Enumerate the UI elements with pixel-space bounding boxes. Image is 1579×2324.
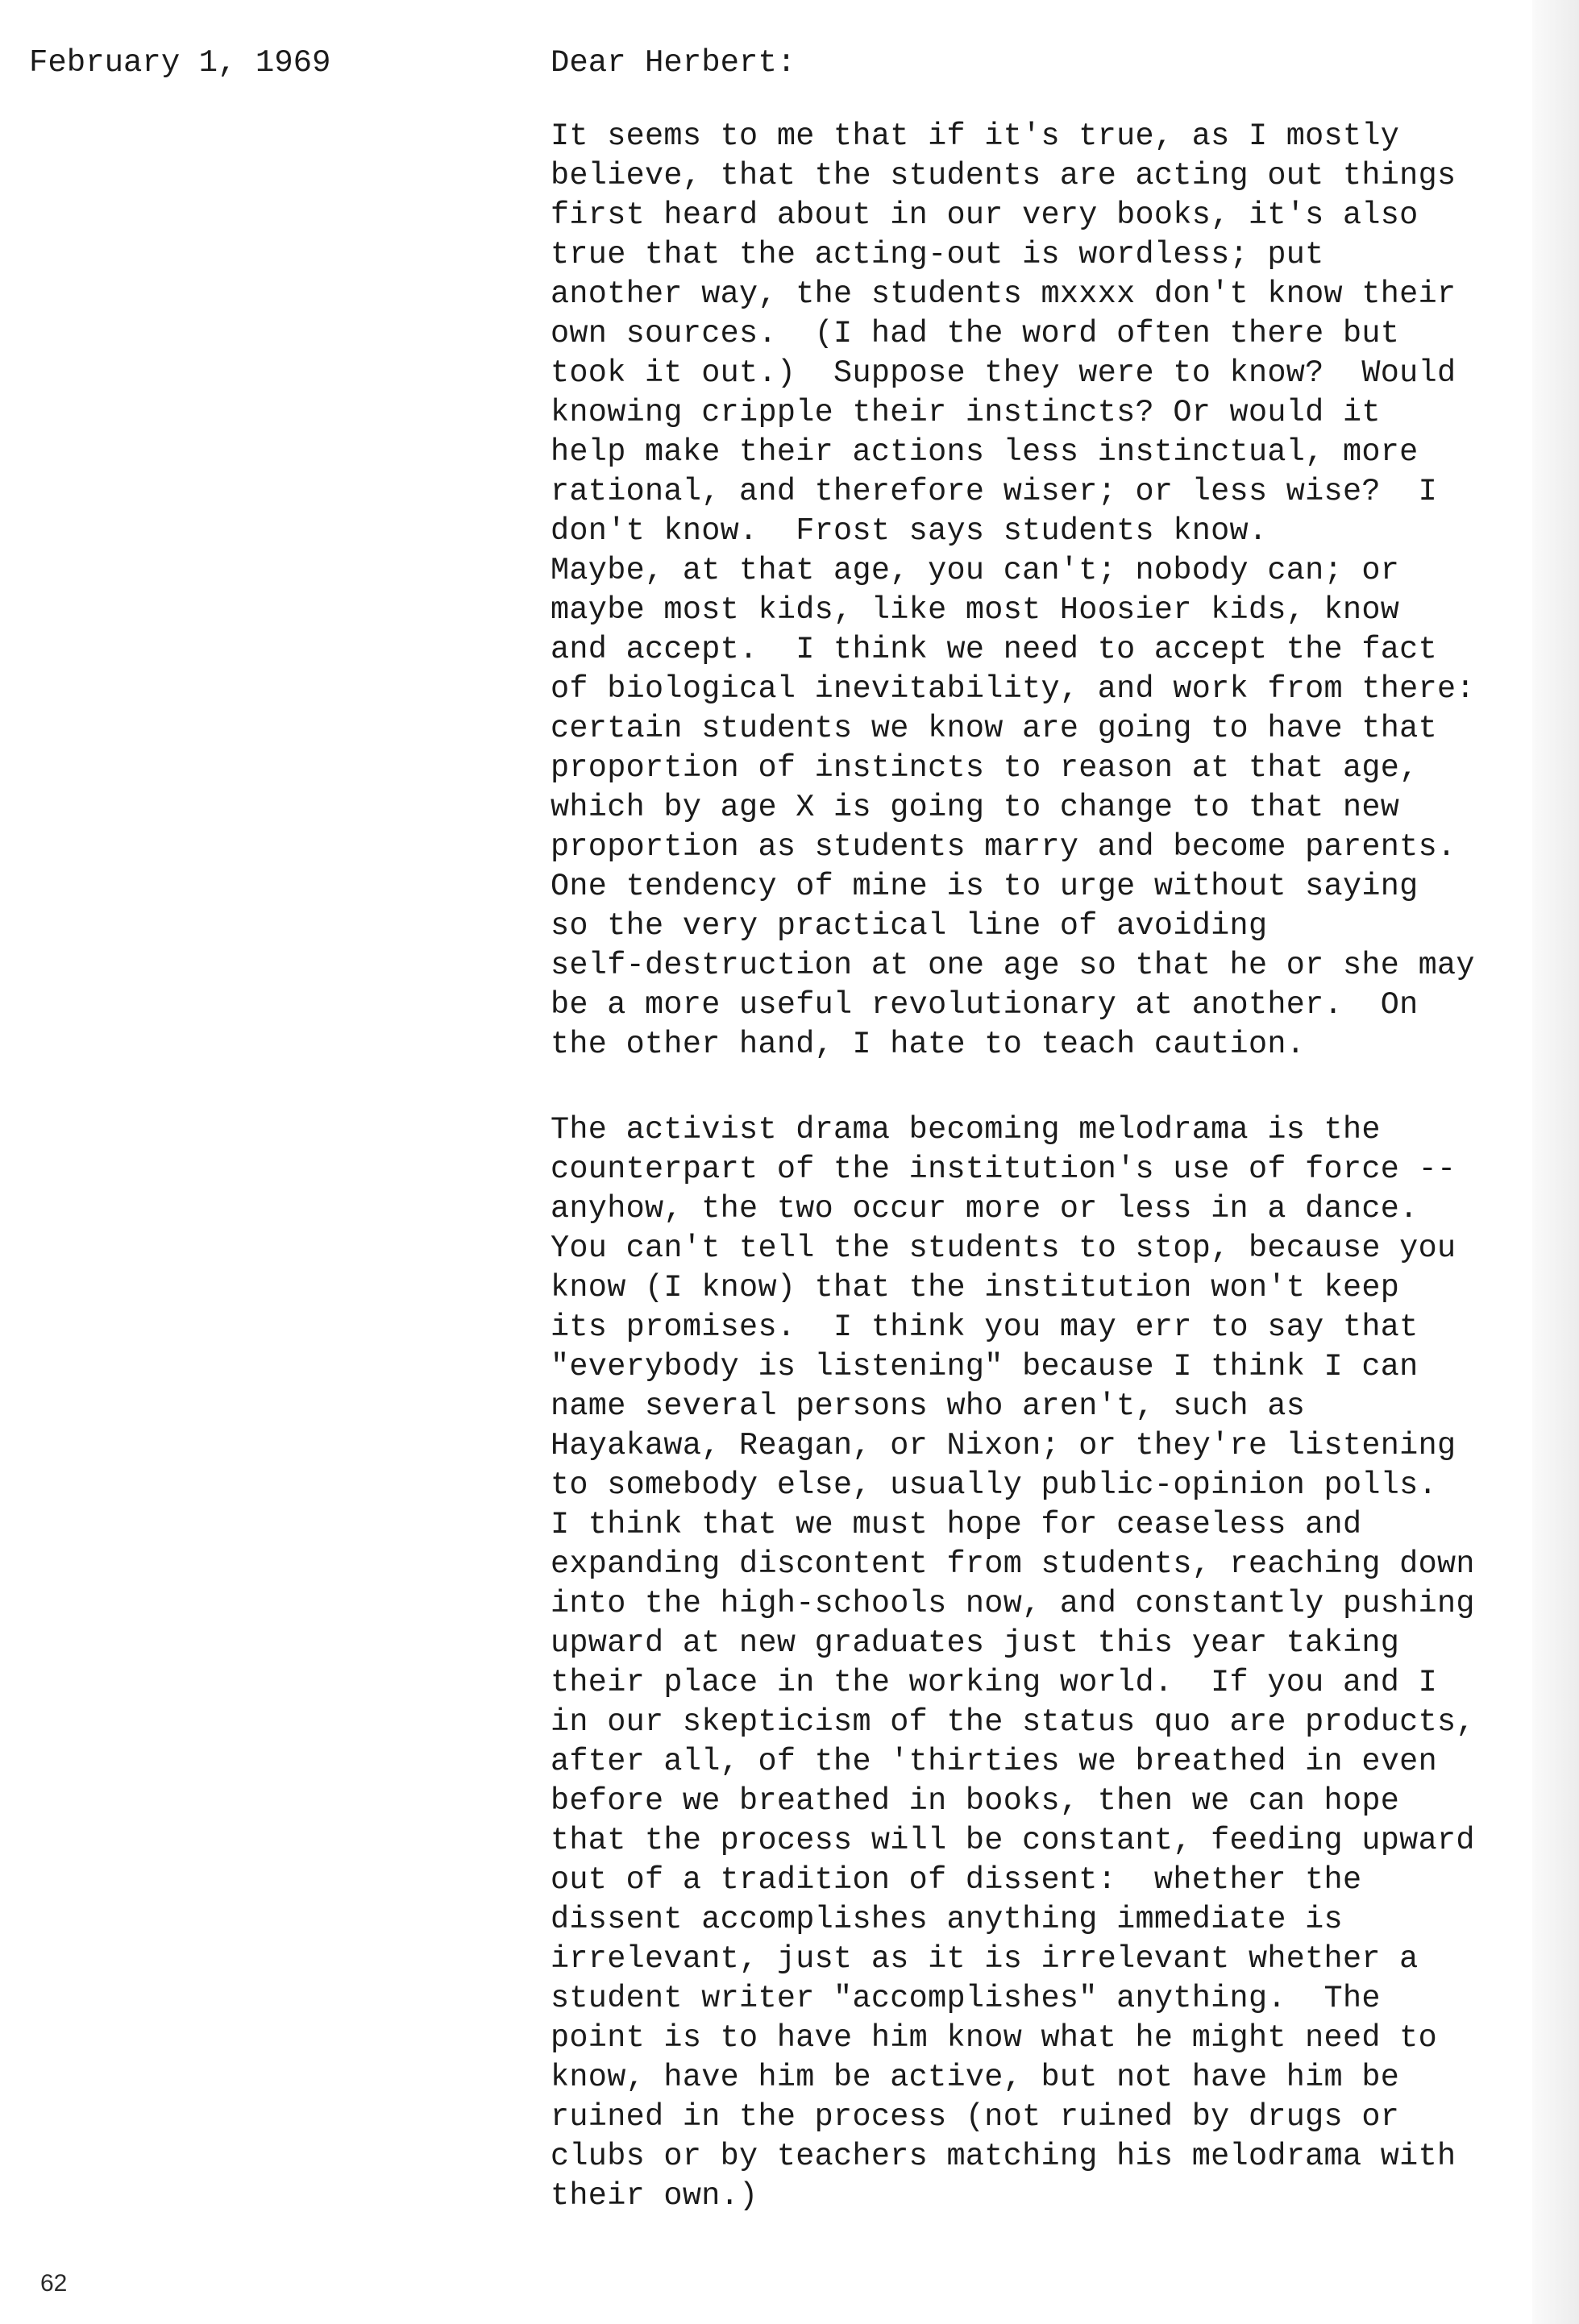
- letter-line: its promises. I think you may err to say that: [551, 1309, 1419, 1345]
- letter-line: Hayakawa, Reagan, or Nixon; or they're listening: [551, 1428, 1456, 1463]
- letter-line: anyhow, the two occur more or less in a dance.: [551, 1191, 1419, 1226]
- letter-line: another way, the students mxxxx don't know their: [551, 276, 1456, 312]
- letter-line: upward at new graduates just this year taking: [551, 1625, 1400, 1661]
- letter-line: proportion of instincts to reason at that age,: [551, 750, 1419, 786]
- letter-line: point is to have him know what he might need to: [551, 2020, 1437, 2056]
- letter-line: rational, and therefore wiser; or less wise? I: [551, 474, 1437, 509]
- letter-line: irrelevant, just as it is irrelevant whether a: [551, 1941, 1419, 1977]
- letter-line: to somebody else, usually public-opinion polls.: [551, 1467, 1437, 1503]
- letter-line: self-destruction at one age so that he or she may: [551, 948, 1475, 983]
- letter-line: You can't tell the students to stop, because you: [551, 1230, 1456, 1266]
- letter-line: believe, that the students are acting out things: [551, 158, 1456, 193]
- letter-line: of biological inevitability, and work from there:: [551, 671, 1475, 707]
- letter-line: in our skepticism of the status quo are products,: [551, 1704, 1475, 1740]
- letter-line: "everybody is listening" because I think I can: [551, 1349, 1419, 1384]
- letter-line: I think that we must hope for ceaseless and: [551, 1507, 1362, 1542]
- letter-line: expanding discontent from students, reaching down: [551, 1546, 1475, 1582]
- letter-line: and accept. I think we need to accept the fact: [551, 632, 1437, 667]
- letter-line: dissent accomplishes anything immediate is: [551, 1902, 1343, 1937]
- letter-line: first heard about in our very books, it's also: [551, 197, 1419, 233]
- letter-line: help make their actions less instinctual, more: [551, 434, 1419, 470]
- letter-line: be a more useful revolutionary at another. On: [551, 987, 1419, 1023]
- letter-line: true that the acting-out is wordless; put: [551, 237, 1324, 272]
- letter-line: counterpart of the institution's use of force --: [551, 1152, 1456, 1187]
- letter-line: know (I know) that the institution won't keep: [551, 1270, 1400, 1305]
- letter-line: ruined in the process (not ruined by drugs or: [551, 2099, 1400, 2135]
- letter-line: into the high-schools now, and constantly pushing: [551, 1586, 1475, 1621]
- letter-line: so the very practical line of avoiding: [551, 908, 1268, 944]
- letter-line: knowing cripple their instincts? Or would it: [551, 395, 1381, 430]
- letter-date: February 1, 1969: [29, 45, 331, 81]
- letter-line: certain students we know are going to have that: [551, 711, 1437, 746]
- letter-line: name several persons who aren't, such as: [551, 1388, 1306, 1424]
- page-number: 62: [40, 2270, 68, 2297]
- letter-line: know, have him be active, but not have him be: [551, 2060, 1400, 2095]
- letter-line: that the process will be constant, feeding upward: [551, 1823, 1475, 1858]
- letter-line: It seems to me that if it's true, as I mostly: [551, 118, 1400, 154]
- letter-line: Maybe, at that age, you can't; nobody can; or: [551, 553, 1400, 588]
- letter-paragraph: [551, 117, 1526, 1064]
- letter-line: before we breathed in books, then we can hope: [551, 1783, 1400, 1819]
- letter-line: the other hand, I hate to teach caution.: [551, 1027, 1306, 1062]
- letter-line: maybe most kids, like most Hoosier kids, know: [551, 592, 1400, 628]
- letter-line: clubs or by teachers matching his melodrama with: [551, 2139, 1456, 2174]
- letter-line: own sources. (I had the word often there but: [551, 316, 1400, 351]
- letter-line: student writer "accomplishes" anything. The: [551, 1981, 1381, 2016]
- letter-line: which by age X is going to change to that new: [551, 790, 1400, 825]
- letter-line: took it out.) Suppose they were to know? Would: [551, 355, 1456, 391]
- letter-salutation: Dear Herbert:: [551, 45, 796, 81]
- letter-paragraph: [551, 1110, 1526, 2216]
- letter-line: don't know. Frost says students know.: [551, 513, 1268, 549]
- page-edge-shadow: [1532, 0, 1579, 2324]
- letter-line: out of a tradition of dissent: whether the: [551, 1862, 1362, 1898]
- letter-line: The activist drama becoming melodrama is the: [551, 1112, 1381, 1147]
- letter-line: their place in the working world. If you and I: [551, 1665, 1437, 1700]
- letter-line: One tendency of mine is to urge without saying: [551, 869, 1419, 904]
- letter-line: proportion as students marry and become parents.: [551, 829, 1456, 865]
- letter-line: their own.): [551, 2178, 758, 2214]
- letter-line: after all, of the 'thirties we breathed in even: [551, 1744, 1437, 1779]
